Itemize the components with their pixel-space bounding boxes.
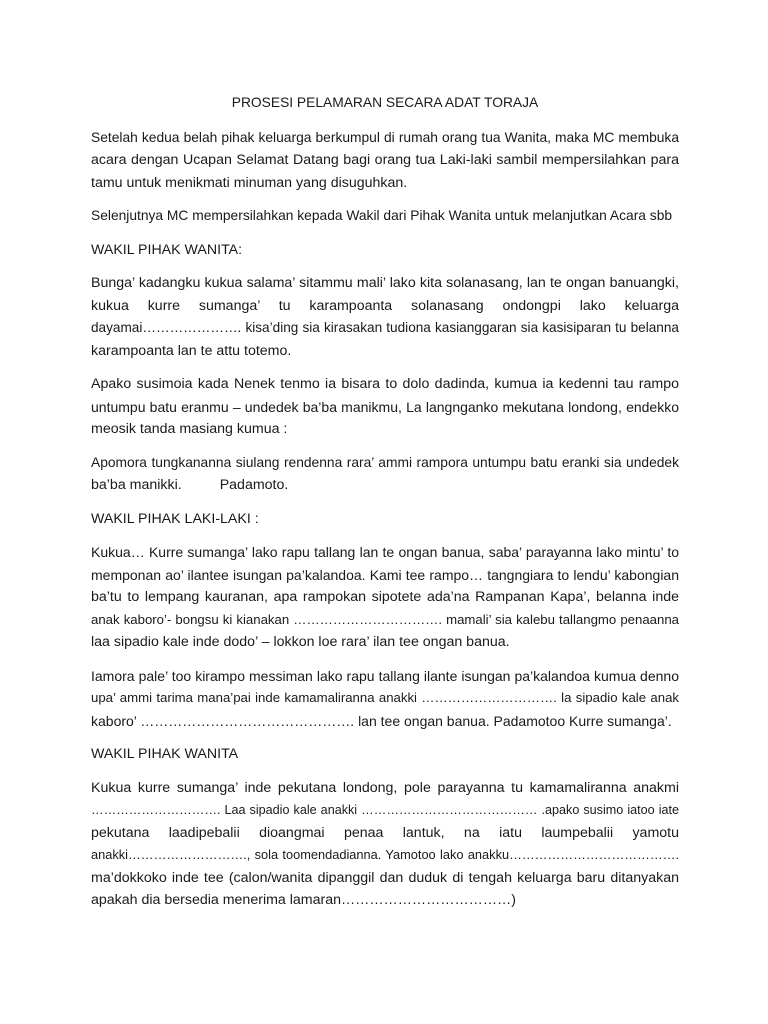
paragraph-apako	[91, 373, 679, 441]
paragraph-apomora	[91, 452, 679, 497]
text-line: anak kaboro’- bongsu ki kianakan ……………………………. mamali’ sia kalebu tallangmo penaanna	[91, 611, 679, 627]
text-line: kaboro’ ………………………………………. lan tee ongan banua. Padamotoo Kurre sumanga’.	[91, 712, 672, 729]
text-line: Setelah kedua belah pihak keluarga berkumpul di rumah orang tua Wanita, maka MC membuka	[91, 129, 679, 145]
text-segment: Padamoto.	[219, 477, 289, 493]
text-line: memponan ao’ ilantee isungan pa’kalandoa. Kami tee rampo… tangngiara to lendu’ kabongian	[91, 566, 679, 583]
paragraph-kukua-inde	[91, 777, 679, 912]
paragraph-bunga	[91, 272, 679, 362]
text-line: Iamora pale’ too kirampo messiman lako rapu tallang ilante isungan pa’kalandoa kumua denno	[91, 667, 679, 684]
text-line: anakki………………………., sola toomendadianna. Yamotoo lako anakku………………………………….	[91, 847, 679, 862]
text-line: Bunga’ kadangku kukua salama’ sitammu mali’ lako kita solanasang, lan te ongan banuangki,	[91, 275, 679, 291]
text-line: Kukua… Kurre sumanga’ lako rapu tallang lan te ongan banua, saba’ parayanna lako mintu’ to	[91, 544, 679, 560]
text-line: Kukua kurre sumanga’ inde pekutana londong, pole parayanna tu kamamaliranna anakmi	[91, 779, 679, 796]
document-title: PROSESI PELAMARAN SECARA ADAT TORAJA	[231, 95, 539, 110]
text-line: ma’dokkoko inde tee (calon/wanita dipanggil dan duduk di tengah keluarga baru ditanyakan	[91, 869, 679, 886]
paragraph-opening	[91, 127, 679, 195]
text-line: meosik tanda masiang kumua :	[91, 421, 288, 437]
text-line: dayamai…………………. kisa’ding sia kirasakan tudiona kasianggaran sia kasisiparan tu belanna	[91, 320, 679, 335]
paragraph-mc-instruction	[91, 205, 679, 228]
heading-wakil-pihak-wanita-2	[91, 743, 679, 766]
text-line: acara dengan Ucapan Selamat Datang bagi orang tua Laki-laki sambil mempersilahkan para	[91, 152, 679, 168]
paragraph-iamora	[91, 665, 679, 733]
text-segment: ba’ba manikki.	[91, 477, 182, 493]
text-line: apakah dia bersedia menerima lamaran………………………………)	[91, 892, 516, 908]
heading-wakil-pihak-laki-laki	[91, 508, 679, 531]
heading-wakil-pihak-wanita	[91, 239, 679, 262]
text-line: Apako susimoia kada Nenek tenmo ia bisara to dolo dadinda, kumua ia kedenni tau rampo	[91, 376, 679, 392]
text-line: …………………………. Laa sipadio kale anakki …………………………………… .apako susimo iatoo iate	[91, 803, 679, 817]
text-line	[91, 474, 679, 497]
text-line: untumpu batu eranmu – undedek ba’ba manikmu, La langnganko mekutana londong, endekko	[91, 398, 679, 415]
section-heading: WAKIL PIHAK LAKI-LAKI :	[91, 510, 259, 527]
text-line: pekutana laadipebalii dioangmai penaa lantuk, na iatu laumpebalii yamotu	[91, 824, 679, 841]
text-line: karampoanta lan te attu totemo.	[91, 342, 292, 359]
text-line: ba’tu to lempang kauranan, apa rampokan sipotete ada’na Rampanan Kapa’, belanna inde	[91, 589, 679, 605]
section-heading: WAKIL PIHAK WANITA:	[91, 241, 243, 258]
paragraph-kukua-kurre	[91, 541, 679, 654]
document-body	[91, 92, 679, 923]
text-line: tamu untuk menikmati minuman yang disuguhkan.	[91, 174, 408, 191]
text-line: upa’ ammi tarima mana’pai inde kamamaliranna anakki …………………………. la sipadio kale anak	[91, 690, 679, 705]
text-line: laa sipadio kale inde dodo’ – lokkon loe rara’ ilan tee ongan banua.	[91, 634, 510, 650]
section-heading: WAKIL PIHAK WANITA	[91, 746, 239, 762]
text-line: Selenjutnya MC mempersilahkan kepada Wakil dari Pihak Wanita untuk melanjutkan Acara sbb	[91, 208, 673, 223]
text-line: Apomora tungkananna siulang rendenna rara’ ammi rampora untumpu batu eranki sia undedek	[91, 454, 679, 470]
text-line: kukua kurre sumanga’ tu karampoanta solanasang ondongpi lako keluarga	[91, 297, 679, 314]
